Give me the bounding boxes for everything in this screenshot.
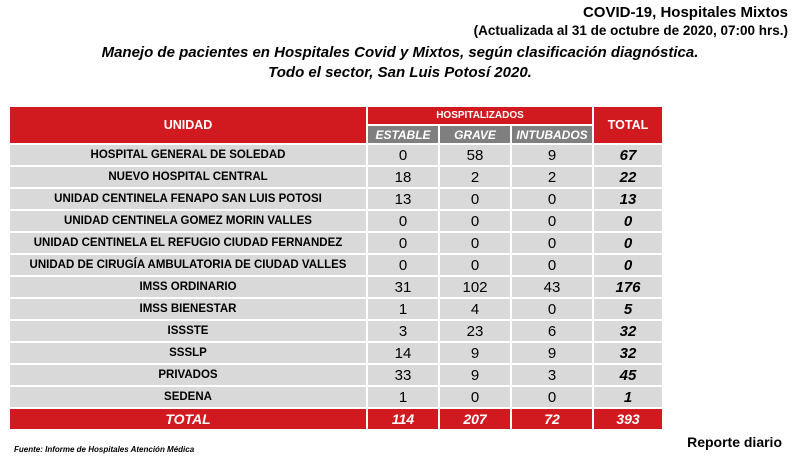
subtitle-line-1: Manejo de pacientes en Hospitales Covid y Mixtos, según clasificación diagnóstica. <box>101 44 699 61</box>
grave-value: 0 <box>438 189 510 211</box>
table-row <box>10 233 662 255</box>
total-value: 22 <box>592 167 662 189</box>
estable-value: 33 <box>366 365 438 387</box>
intubados-value: 3 <box>510 365 592 387</box>
total-estable: 114 <box>366 409 438 431</box>
grand-total: 393 <box>592 409 662 431</box>
intubados-value: 0 <box>510 211 592 233</box>
grave-value: 0 <box>438 387 510 409</box>
total-value: 67 <box>592 145 662 167</box>
grave-value: 2 <box>438 167 510 189</box>
unit-name: UNIDAD CENTINELA EL REFUGIO CIUDAD FERNANDEZ <box>10 233 366 255</box>
unit-name: PRIVADOS <box>10 365 366 387</box>
total-value: 32 <box>592 321 662 343</box>
header-grave: GRAVE <box>438 126 510 145</box>
intubados-value: 0 <box>510 233 592 255</box>
unit-name: NUEVO HOSPITAL CENTRAL <box>10 167 366 189</box>
estable-value: 0 <box>366 255 438 277</box>
update-timestamp: (Actualizada al 31 de octubre de 2020, 07:00 hrs.) <box>473 23 788 38</box>
grave-value: 23 <box>438 321 510 343</box>
subtitle-line-2: Todo el sector, San Luis Potosí 2020. <box>268 64 532 81</box>
intubados-value: 9 <box>510 343 592 365</box>
estable-value: 18 <box>366 167 438 189</box>
grave-value: 9 <box>438 365 510 387</box>
estable-value: 13 <box>366 189 438 211</box>
estable-value: 3 <box>366 321 438 343</box>
unit-name: IMSS BIENESTAR <box>10 299 366 321</box>
total-grave: 207 <box>438 409 510 431</box>
table-row <box>10 189 662 211</box>
report-frequency: Reporte diario <box>687 434 782 450</box>
unit-name: ISSSTE <box>10 321 366 343</box>
grave-value: 58 <box>438 145 510 167</box>
unit-name: SEDENA <box>10 387 366 409</box>
estable-value: 0 <box>366 211 438 233</box>
total-intubados: 72 <box>510 409 592 431</box>
report-title: COVID-19, Hospitales Mixtos <box>582 4 788 21</box>
unit-name: UNIDAD CENTINELA FENAPO SAN LUIS POTOSI <box>10 189 366 211</box>
intubados-value: 0 <box>510 255 592 277</box>
estable-value: 0 <box>366 145 438 167</box>
total-value: 176 <box>592 277 662 299</box>
total-value: 13 <box>592 189 662 211</box>
grave-value: 0 <box>438 211 510 233</box>
grave-value: 4 <box>438 299 510 321</box>
total-row <box>10 409 662 431</box>
table-row <box>10 387 662 409</box>
intubados-value: 43 <box>510 277 592 299</box>
total-label: TOTAL <box>10 409 366 431</box>
total-value: 45 <box>592 365 662 387</box>
unit-name: UNIDAD DE CIRUGÍA AMBULATORIA DE CIUDAD VALLES <box>10 255 366 277</box>
unit-name: HOSPITAL GENERAL DE SOLEDAD <box>10 145 366 167</box>
table-row <box>10 321 662 343</box>
intubados-value: 6 <box>510 321 592 343</box>
grave-value: 102 <box>438 277 510 299</box>
table-row <box>10 167 662 189</box>
unit-name: SSSLP <box>10 343 366 365</box>
table-row <box>10 145 662 167</box>
intubados-value: 0 <box>510 299 592 321</box>
intubados-value: 2 <box>510 167 592 189</box>
estable-value: 1 <box>366 299 438 321</box>
header-estable: ESTABLE <box>366 126 438 145</box>
intubados-value: 0 <box>510 189 592 211</box>
header-total: TOTAL <box>592 107 662 145</box>
table-row <box>10 255 662 277</box>
total-value: 1 <box>592 387 662 409</box>
table-row <box>10 211 662 233</box>
total-value: 32 <box>592 343 662 365</box>
total-value: 5 <box>592 299 662 321</box>
estable-value: 0 <box>366 233 438 255</box>
header-hospitalizados: HOSPITALIZADOS <box>366 107 592 126</box>
intubados-value: 9 <box>510 145 592 167</box>
header-intubados: INTUBADOS <box>510 126 592 145</box>
grave-value: 0 <box>438 255 510 277</box>
unit-name: UNIDAD CENTINELA GOMEZ MORIN VALLES <box>10 211 366 233</box>
intubados-value: 0 <box>510 387 592 409</box>
table-row <box>10 343 662 365</box>
grave-value: 0 <box>438 233 510 255</box>
estable-value: 1 <box>366 387 438 409</box>
estable-value: 31 <box>366 277 438 299</box>
unit-name: IMSS ORDINARIO <box>10 277 366 299</box>
table-row <box>10 277 662 299</box>
header-unidad: UNIDAD <box>10 107 366 145</box>
table-row <box>10 365 662 387</box>
estable-value: 14 <box>366 343 438 365</box>
source-note: Fuente: Informe de Hospitales Atención Médica <box>14 445 195 454</box>
table-row <box>10 299 662 321</box>
grave-value: 9 <box>438 343 510 365</box>
total-value: 0 <box>592 211 662 233</box>
total-value: 0 <box>592 255 662 277</box>
total-value: 0 <box>592 233 662 255</box>
hospital-table <box>10 107 662 431</box>
